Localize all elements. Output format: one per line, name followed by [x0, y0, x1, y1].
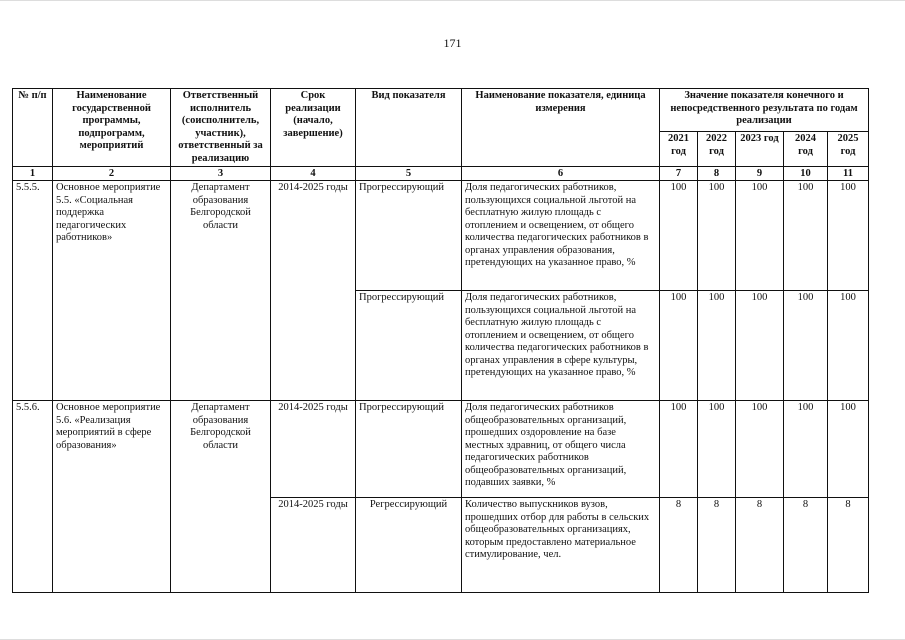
column-number: 11 [828, 167, 869, 181]
column-number: 8 [698, 167, 736, 181]
scan-top-edge [0, 0, 905, 3]
value-2024: 100 [784, 181, 828, 291]
column-number: 4 [271, 167, 356, 181]
value-2021: 100 [660, 181, 698, 291]
column-number: 1 [13, 167, 53, 181]
value-2025: 100 [828, 401, 869, 498]
executor: Департамент образования Белгородской области [171, 181, 271, 401]
value-2024: 100 [784, 291, 828, 401]
column-number: 7 [660, 167, 698, 181]
header-year-2021: 2021 год [660, 132, 698, 167]
header-term: Срок реализации (начало, завершение) [271, 89, 356, 167]
table-row [13, 181, 869, 291]
indicator-kind: Прогрессирующий [356, 291, 462, 401]
value-2025: 100 [828, 181, 869, 291]
value-2023: 100 [736, 401, 784, 498]
column-number: 10 [784, 167, 828, 181]
header-number: № п/п [13, 89, 53, 167]
indicator-kind: Прогрессирующий [356, 181, 462, 291]
header-indicator-kind: Вид показателя [356, 89, 462, 167]
value-2025: 100 [828, 291, 869, 401]
column-numbers-row [13, 167, 869, 181]
indicators-table [12, 88, 869, 593]
indicator-title: Количество выпускников вузов, прошедших отбор для работы в сельских общеобразовательных организациях, которым предоставлено материальное стимулирование, чел. [462, 498, 660, 593]
executor: Департамент образования Белгородской области [171, 401, 271, 593]
page-number: 171 [443, 36, 462, 50]
header-row [13, 89, 869, 132]
term: 2014-2025 годы [271, 498, 356, 593]
term: 2014-2025 годы [271, 401, 356, 498]
indicator-title: Доля педагогических работников общеобразовательных организаций, прошедших оздоровление на базе местных здравниц, от общего числа педагогических работников общеобразовательных организаций, подавших заявки, % [462, 401, 660, 498]
header-program-name: Наименование государственной программы, подпрограмм, мероприятий [53, 89, 171, 167]
column-number: 6 [462, 167, 660, 181]
header-values: Значение показателя конечного и непосредственного результата по годам реализации [660, 89, 869, 132]
header-executor: Ответственный исполнитель (соисполнитель, участник), ответственный за реализацию [171, 89, 271, 167]
column-number: 5 [356, 167, 462, 181]
value-2023: 100 [736, 291, 784, 401]
indicator-kind: Прогрессирующий [356, 401, 462, 498]
table-row [13, 401, 869, 498]
term: 2014-2025 годы [271, 181, 356, 401]
value-2022: 100 [698, 401, 736, 498]
value-2021: 100 [660, 401, 698, 498]
value-2022: 100 [698, 291, 736, 401]
header-year-2025: 2025 год [828, 132, 869, 167]
value-2021: 100 [660, 291, 698, 401]
value-2024: 8 [784, 498, 828, 593]
indicator-title: Доля педагогических работников, пользующихся социальной льготой на бесплатную жилую площадь с отоплением и освещением, от общего количества педагогических работников в органах управления образования, претендующих на указанное право, % [462, 181, 660, 291]
value-2022: 100 [698, 181, 736, 291]
value-2025: 8 [828, 498, 869, 593]
value-2023: 8 [736, 498, 784, 593]
column-number: 2 [53, 167, 171, 181]
header-year-2024: 2024 год [784, 132, 828, 167]
row-number: 5.5.6. [13, 401, 53, 593]
value-2021: 8 [660, 498, 698, 593]
indicator-title: Доля педагогических работников, пользующихся социальной льготой на бесплатную жилую площадь с отоплением и освещением, от общего количества педагогических работников в органах управления в сфере культуры, претендующих на указанное право, % [462, 291, 660, 401]
column-number: 3 [171, 167, 271, 181]
value-2022: 8 [698, 498, 736, 593]
column-number: 9 [736, 167, 784, 181]
row-number: 5.5.5. [13, 181, 53, 401]
value-2024: 100 [784, 401, 828, 498]
measure-name: Основное мероприятие 5.5. «Социальная поддержка педагогических работников» [53, 181, 171, 401]
header-year-2023: 2023 год [736, 132, 784, 167]
measure-name: Основное мероприятие 5.6. «Реализация мероприятий в сфере образования» [53, 401, 171, 593]
value-2023: 100 [736, 181, 784, 291]
header-year-2022: 2022 год [698, 132, 736, 167]
indicator-kind: Регрессирующий [356, 498, 462, 593]
header-indicator-name: Наименование показателя, единица измерения [462, 89, 660, 167]
